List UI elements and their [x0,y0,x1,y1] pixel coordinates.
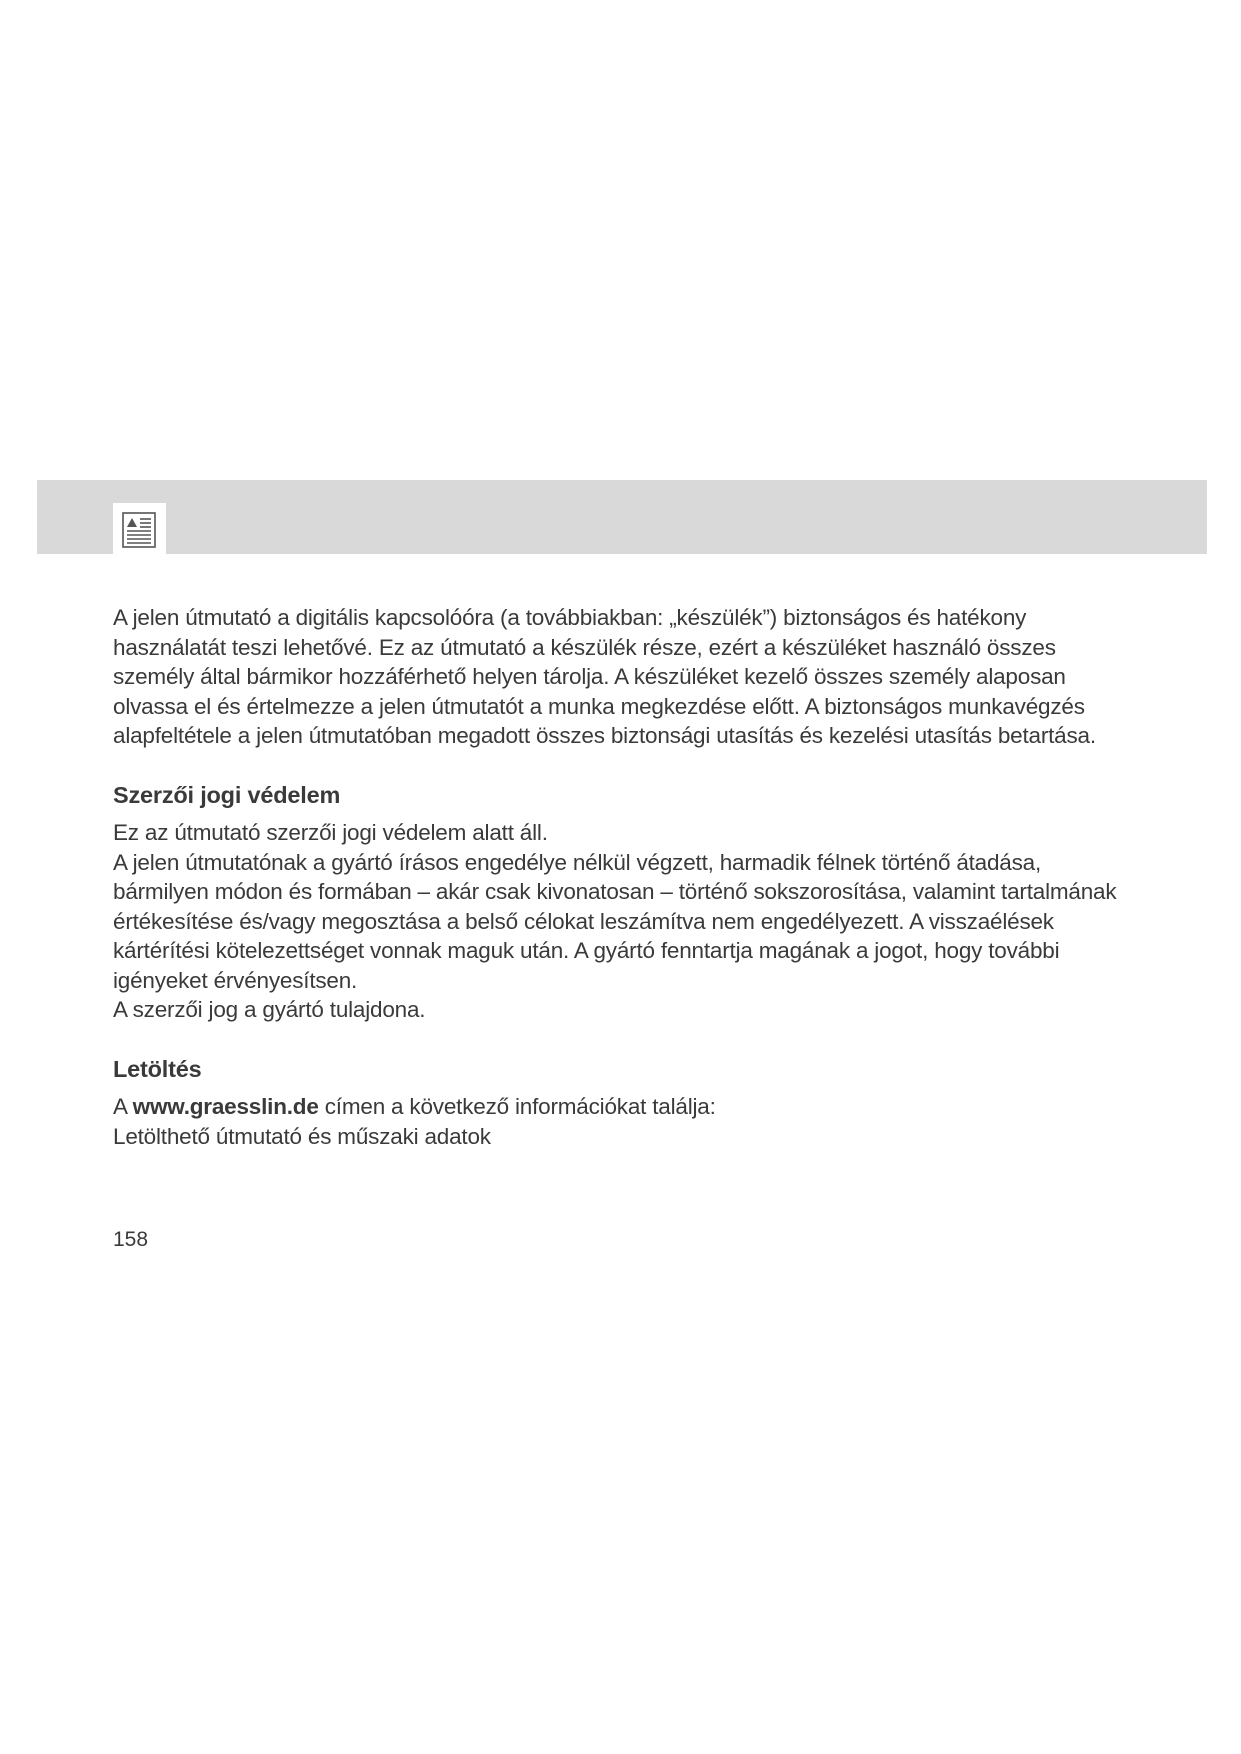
download-suffix: címen a következő információkat találja: [324,1094,716,1119]
document-icon [122,512,156,548]
section-header-band [37,480,1207,554]
download-heading: Letöltés [113,1055,202,1082]
download-line-1 [113,1092,1123,1122]
download-line-2: Letölthető útmutató és műszaki adatok [113,1123,491,1149]
website-link[interactable]: www.graesslin.de [132,1094,319,1119]
copyright-line-3: A szerzői jog a gyártó tulajdona. [113,997,426,1022]
icon-tab-pointer [131,554,149,567]
copyright-heading: Szerzői jogi védelem [113,781,341,808]
page-number: 158 [113,1228,149,1251]
copyright-paragraph: A jelen útmutatónak a gyártó írásos engedélye nélkül végzett, harmadik félnek történő átadása, bármilyen módon és formában – akár csak kivonatosan – történő sokszorosítása, valamint tartalmának értékesítése és/vagy megosztása a belső célokat leszámítva nem engedélyezett. A visszaélések kártérítési kötelezettséget vonnak maguk után. A gyártó fenntartja magának a jogot, hogy további igényeket érvényesítsen. [113,849,1117,993]
intro-paragraph: A jelen útmutató a digitális kapcsolóóra (a továbbiakban: „készülék”) biztonságos és hatékony használatát teszi lehetővé. Ez az útmutató a készülék része, ezért a készüléket használó összes személy által bármikor hozzáférhető helyen tárolja. A készüléket kezelő összes személy alaposan olvassa el és értelmezze a jelen útmutatót a munka megkezdése előtt. A biztonságos munkavégzés alapfeltétele a jelen útmutatóban megadott összes biztonsági utasítás és kezelési utasítás betartása. [113,605,1096,748]
document-body [113,603,1123,1151]
copyright-line-1: Ez az útmutató szerzői jogi védelem alatt áll. [113,820,548,845]
download-prefix: A [113,1094,127,1119]
